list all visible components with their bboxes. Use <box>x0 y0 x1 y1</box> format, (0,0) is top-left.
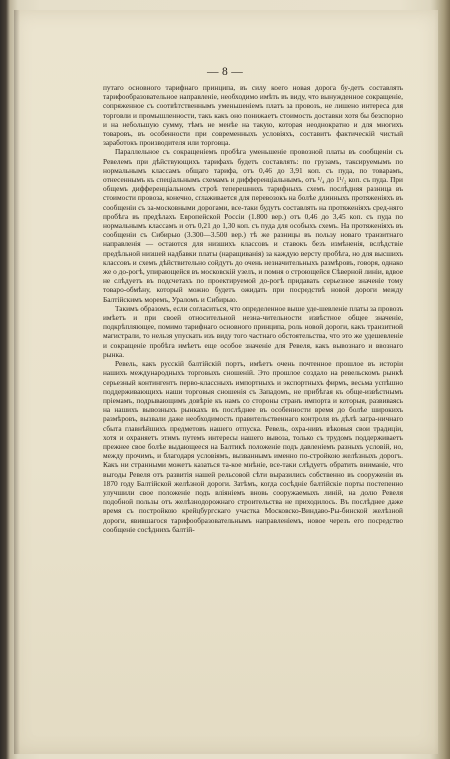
body-text <box>103 83 403 534</box>
page-binding-shadow <box>14 10 20 754</box>
paragraph-3: Такимъ образомъ, если согласиться, что определенное выше уде-шевленіе платы за провозъ имѣетъ и при своей относительной незна-чительности извѣстное общее значеніе, подкрѣпляющее, помимо тарифнаго основного принципа, роль новой дороги, какъ транзитной магистрали, то нельзя упускать изъ виду того частнаго обстоятельства, что это же удешевленіе и сокращеніе пробѣга имѣетъ еще особое значеніе для Ревеля, какъ вывознаго и ввознаго рынка. <box>103 303 403 359</box>
paragraph-1: путаго основного тарифнаго принципа, въ силу коего новая дорога бу-детъ составлять тарифообразовательное направленіе, необходимо имѣть въ виду, что вынужденное сокращеніе, сопряженное съ соотвѣтственнымъ уменьшеніемъ платъ за провозъ, не лишено интереса для торговли и промышленности, такъ какъ оно понижаетъ стоимость доставки хотя бы безспорно и на небольшую сумму, тѣмъ не менѣе на такую, которая неоднократно и для многихъ товаровъ, въ особенности при современныхъ условіяхъ, составитъ фактическій чистый заработокъ производителя или торговца. <box>103 83 403 148</box>
paragraph-4: Ревель, какъ русскій балтійскій портъ, имѣетъ очень почтенное прошлое въ исторіи нашихъ международныхъ торговыхъ сношеній. Это прошлое создало на ревельскомъ рынкѣ серьезный контингентъ перво-классныхъ импортныхъ и экспортныхъ фирмъ, весьма успѣшно поддерживающихъ наши торговыя сношенія съ Западомъ, не прибѣгая къ обще-извѣстнымъ пріемамъ, подрывающимъ довѣріе къ намъ со стороны странъ импорта и которыя, развиваясь на нашихъ вывозныхъ рынкахъ въ послѣднее въ особенности время до болѣе широкихъ размѣровъ, вызвали даже необходимость правительственнаго контроля въ дѣлѣ загра-ничнаго сбыта главнѣйшихъ предметовъ нашего отпуска. Ревель, охра-нивъ вѣковыя свои традиціи, хотя и охраняетъ этимъ путемъ интересы нашего вывоза, только съ трудомъ поддерживаетъ прежнее свое болѣе выдающееся на Балтикѣ положеніе подъ давленіемъ разныхъ условій, но, между прочимъ, и благодаря условіямъ, вызваннымъ именно по-стройкою желѣзныхъ дорогъ. Какъ ни странными можетъ казаться та-кое мнѣніе, все-таки слѣдуетъ обратить вниманіе, что выгоды Ревеля отъ развитія нашей рельсовой сѣти выразились собственно въ сооруженіи въ 1870 году Балтійской желѣзной дороги. Затѣмъ, когда сосѣдніе балтійскіе порты постепенно улучшили свое положеніе подъ вліяніемъ вновь сооружаемыхъ линій, на долю Ревеля подобной пользы отъ желѣзнодорожнаго строительства не приходилось. Въ послѣднее даже время съ постройкою крейцбургскаго участка Московско-Виндаво-Ры-бинской желѣзной дороги, явившагося тарифообразовательнымъ направленіемъ, новое черезъ его посредство сообщеніе сосѣднихъ балтій- <box>103 359 403 534</box>
page-number: — 8 — <box>207 66 243 78</box>
paragraph-2: Параллельное съ сокращеніемъ пробѣга уменьшеніе провозной платы въ сообщеніи съ Ревелемъ при дѣйствующихъ тарифахъ будетъ составлять: по грузамъ, таксируемымъ по нормальнымъ классамъ общаго тарифа, отъ 0,46 до 3,91 коп. съ пуда, по товарамъ, отнесеннымъ къ спеціальнымъ схемамъ и дифференціальнымъ, отъ ¹/₄ до 1¹/₂ коп. съ пуда. При общемъ дифференціальномъ строѣ теперешнихъ тарифныхъ схемъ послѣдняя разница въ стоимости провоза, конечно, сглаживается для перевозокъ на болѣе длинныхъ протяженіяхъ въ сообщеніи съ за-московными дорогами, все-таки будутъ составлять на протяженіяхъ сред-няго пробѣга въ предѣлахъ Европейской Россіи (1.800 вер.) отъ 0,46 до 3,45 коп. съ пуда по нормальнымъ классамъ и отъ 0,21 до 1,30 коп. съ пуда для особыхъ схемъ. На протяженіяхъ въ сообщеніи съ Сибирью (3.300—3.500 вер.) тѣ же разницы въ пользу новаго транзитнаго направленія — остаются для низшихъ классовъ и ставокъ безъ измѣненія, вслѣдствіе предѣльной низшей надбавки платы (наращиванія) за каждую версту пробѣга, но для высшихъ классовъ и схемъ дѣйствительно сойдутъ до очень незначительныхъ размѣровъ, говоря, однако же о до-рогѣ, упирающейся въ московскій узелъ, и помня о строющейся Сѣверной линіи, вдвое не слѣдуетъ въ подсчетахъ по проектируемой до-рогѣ придавать серьезное значеніе тому товаро-обмѣну, который можно будетъ ожидать при посредствѣ новой дороги между Балтійскимъ моремъ, Ураломъ и Сибирью. <box>103 147 403 304</box>
page-right-shade <box>434 0 450 759</box>
